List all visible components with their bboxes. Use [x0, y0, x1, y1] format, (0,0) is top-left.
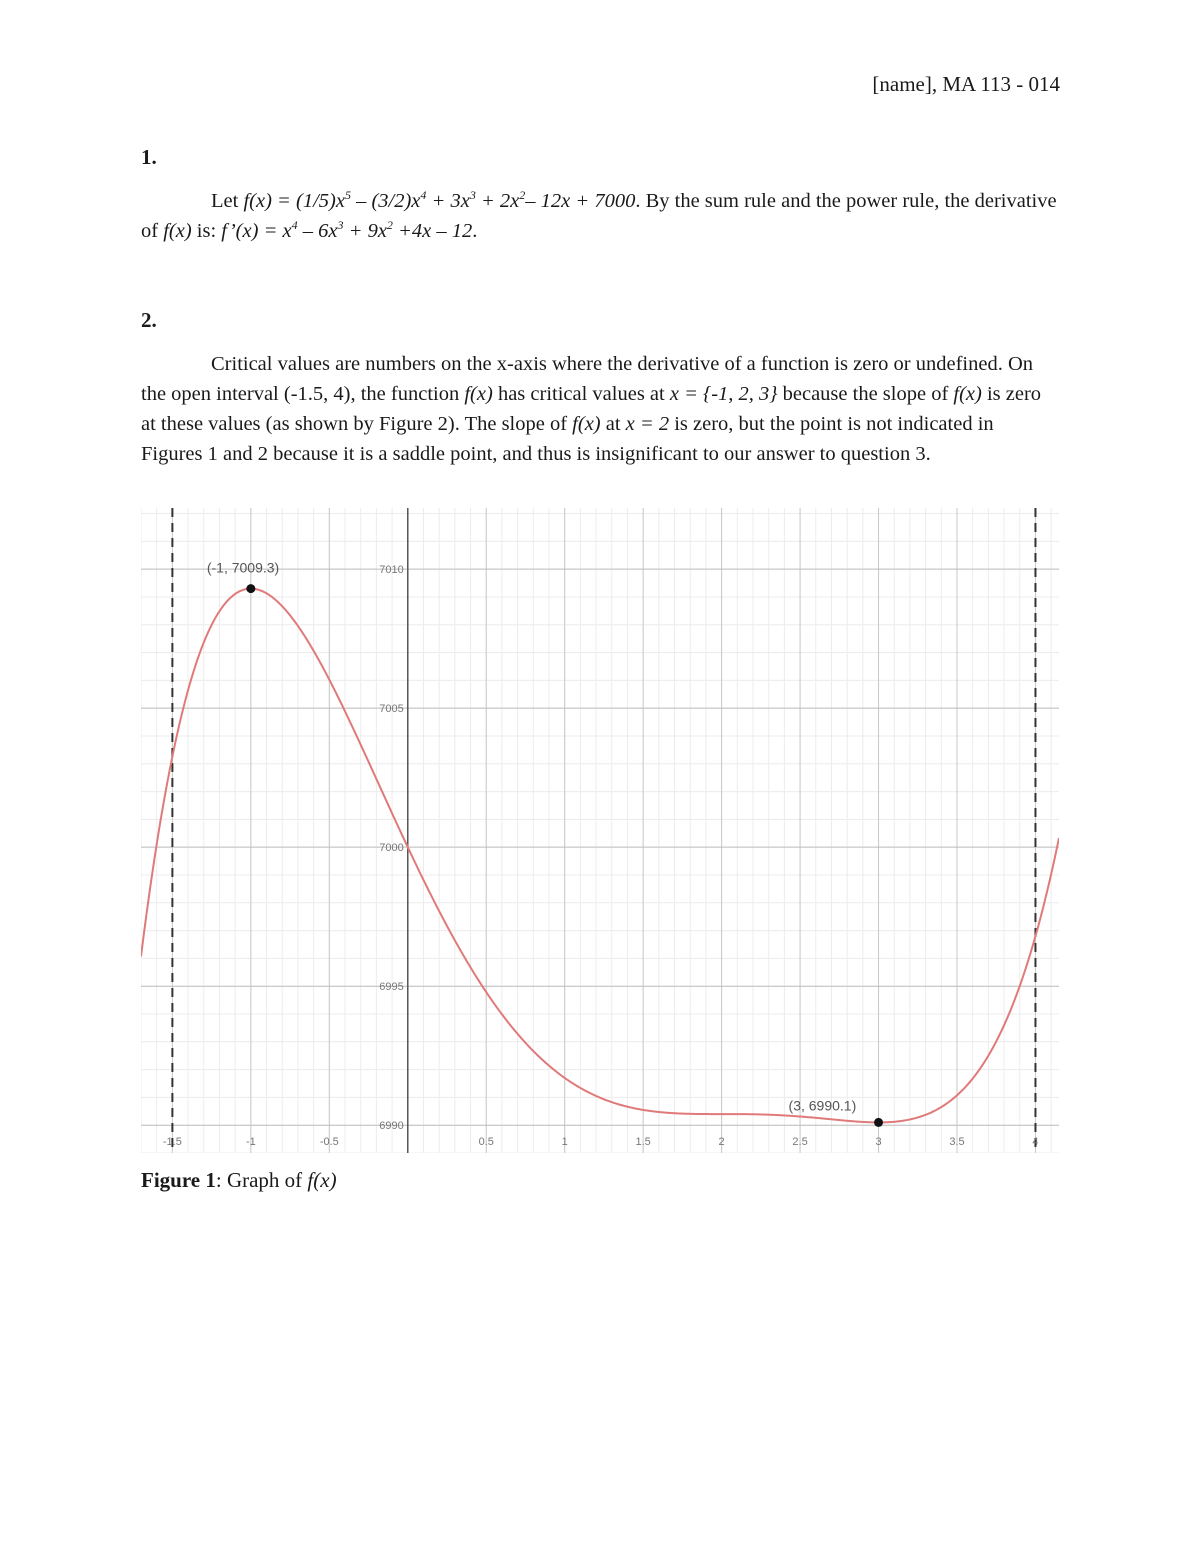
- minor-grid: [141, 508, 1059, 1153]
- y-tick-label: 7000: [379, 842, 404, 855]
- figure-1-graph: [141, 508, 1059, 1153]
- question-2-number: 2.: [141, 308, 157, 332]
- question-1-number: 1.: [141, 145, 157, 169]
- function-curve: [141, 589, 1059, 1123]
- tick-labels: [163, 564, 1039, 1148]
- critical-point-marker: [874, 1118, 883, 1127]
- x-tick-label: -0.5: [319, 1136, 339, 1148]
- x-tick-label: 3.5: [949, 1136, 965, 1148]
- y-tick-label: 6995: [379, 981, 404, 994]
- y-tick-label: 7010: [379, 564, 404, 577]
- x-tick-label: -1.5: [162, 1136, 182, 1148]
- critical-point-label: (3, 6990.1): [788, 1097, 857, 1114]
- question-1-text: Let $f(x) = (1/5)x^5 - (3/2)x^4 + 3x^3 + 2x^2-$ 12x + 7000. By the sum rule and the power rule, the derivative of f(x) is: f’(x) = $x^4 - 6x^3 + 9x^2 +4x - 12$.: [141, 188, 1057, 242]
- x-tick-label: 1.5: [635, 1136, 651, 1148]
- x-tick-label: 3: [875, 1136, 882, 1148]
- x-tick-label: 1: [561, 1136, 568, 1148]
- y-tick-label: 6990: [379, 1120, 404, 1133]
- figure-caption: Figure 1: Graph of f(x): [141, 1168, 337, 1192]
- x-tick-label: 2: [718, 1136, 725, 1148]
- question-2-text: Critical values are numbers on the x-axis where the derivative of a function is zero or undefined. On the open interval (-1.5, 4), the function f(x) has critical values at x = {-1, 2, 3} because the slope of f(x) is zero at these values (as shown by Figure 2). The slope of f(x) at x = 2 is zero, but the point is not indicated in Figures 1 and 2 because it is a saddle point, and thus is insignificant to our answer to question 3.: [141, 353, 1042, 465]
- page-header: [name], MA 113 - 014: [872, 72, 1060, 96]
- x-tick-label: 0.5: [478, 1136, 494, 1148]
- x-tick-label: 2.5: [792, 1136, 808, 1148]
- major-grid: [141, 508, 1059, 1153]
- critical-point-label: (-1, 7009.3): [206, 559, 280, 576]
- critical-point-marker: [246, 584, 255, 593]
- x-tick-label: -1: [245, 1136, 256, 1148]
- dashed-boundaries: [172, 508, 1035, 1153]
- y-tick-label: 7005: [379, 703, 404, 716]
- x-tick-label: 4: [1032, 1136, 1039, 1148]
